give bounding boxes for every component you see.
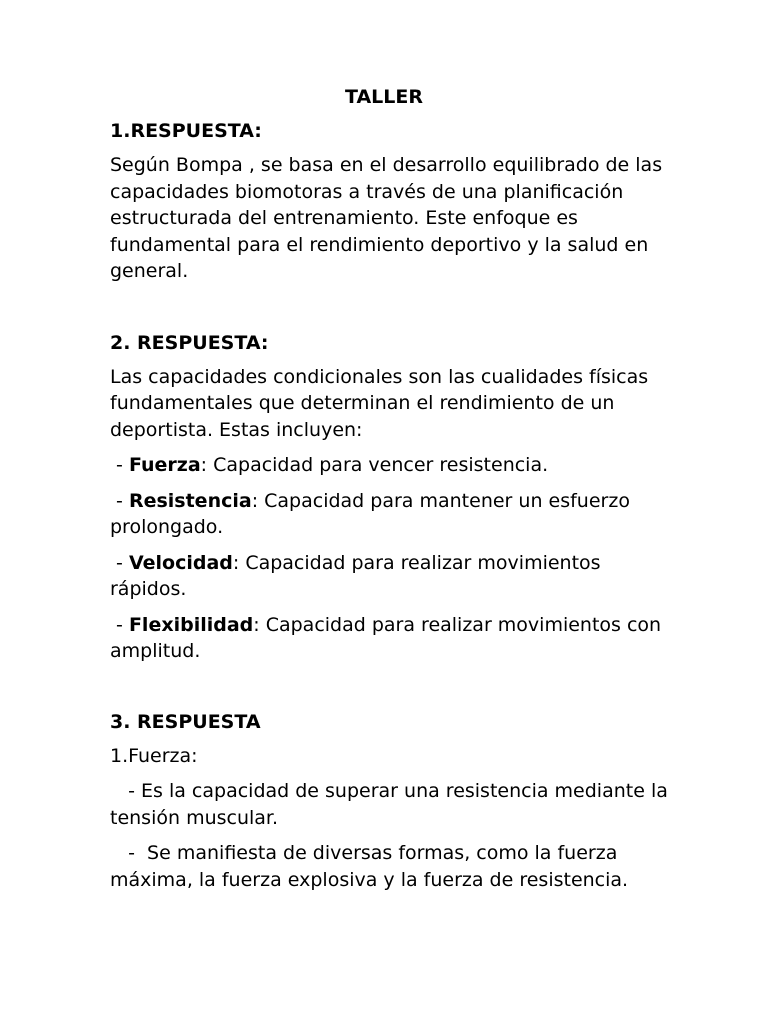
item-term: Fuerza [128, 454, 201, 476]
item-description: : Capacidad para vencer resistencia. [200, 454, 549, 476]
section2-heading: 2. RESPUESTA: [110, 331, 269, 354]
section3-bullet: - Se manifiesta de diversas formas, como la fuerza máxima, la fuerza explosiva y la fuerza de resistencia. [110, 842, 629, 891]
section2-intro: Las capacidades condicionales son las cualidades físicas fundamentales que determinan el rendimiento de un deportista. Estas incluyen: [110, 365, 649, 441]
section3-subheading: 1.Fuerza: [110, 744, 198, 767]
item-term: Velocidad [128, 551, 233, 574]
section1-paragraph: Según Bompa , se basa en el desarrollo equilibrado de las capacidades biomotoras a través de una planificación estructurada del entrenamiento. Este enfoque es fundamental para el rendimiento deportivo y la salud en general. [110, 154, 663, 282]
item-prefix: - [110, 551, 129, 574]
capacity-item [110, 452, 670, 479]
item-description: : Capacidad para realizar movimientos rápidos. [110, 551, 607, 600]
capacity-item [110, 550, 670, 603]
item-prefix: - [110, 454, 129, 476]
document-title: TALLER [344, 86, 423, 108]
spacer [110, 674, 670, 709]
item-term: Flexibilidad [128, 613, 254, 636]
capacity-item [110, 488, 670, 541]
item-prefix: - [110, 489, 129, 512]
section3-bullet: - Es la capacidad de superar una resistencia mediante la tensión muscular. [110, 780, 674, 829]
capacity-item [110, 612, 670, 665]
item-description: : Capacidad para realizar movimientos con amplitud. [110, 613, 668, 662]
item-term: Resistencia [128, 489, 252, 512]
document-page [110, 84, 674, 902]
item-prefix: - [110, 613, 129, 636]
section3-heading: 3. RESPUESTA [110, 710, 261, 733]
item-description: : Capacidad para mantener un esfuerzo prolongado. [110, 489, 636, 538]
section1-heading: 1.RESPUESTA: [110, 120, 262, 142]
spacer [110, 294, 670, 330]
